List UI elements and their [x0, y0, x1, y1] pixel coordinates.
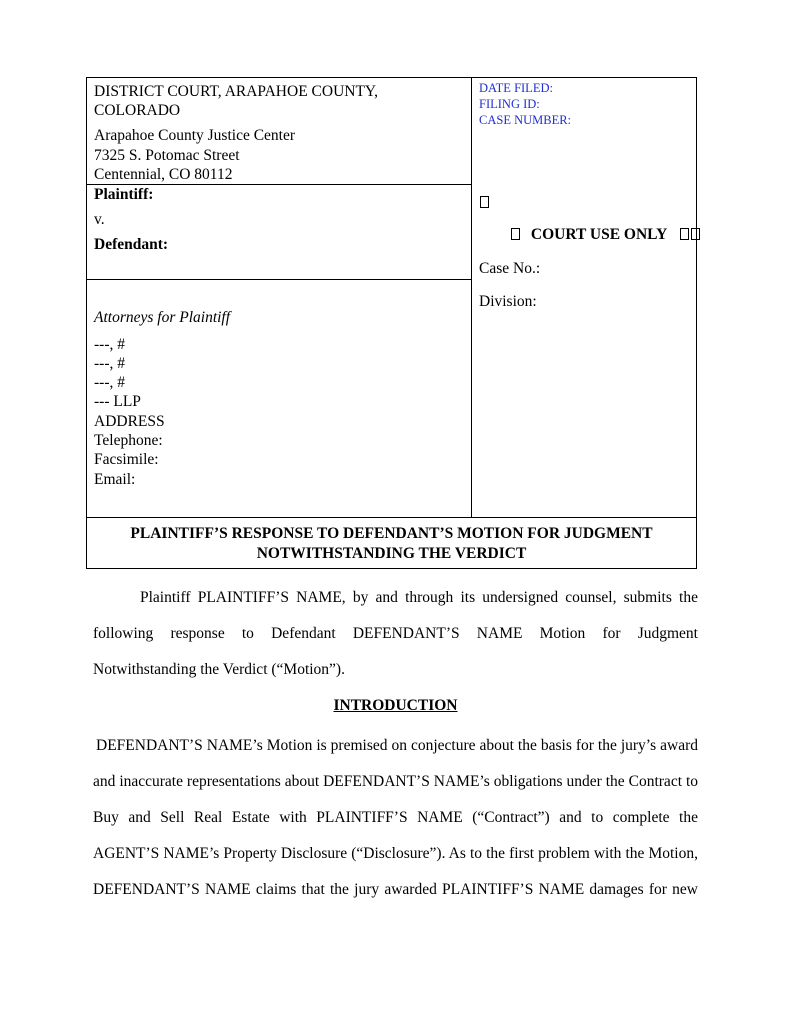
checkbox-glyph-icon — [511, 228, 520, 240]
case-caption-box — [86, 77, 697, 569]
division-label: Division: — [479, 293, 537, 310]
attorneys-label: Attorneys for Plaintiff — [94, 309, 231, 326]
intro-paragraph-line: Notwithstanding the Verdict (“Motion”). — [93, 661, 345, 678]
court-use-only-row — [510, 225, 701, 245]
court-use-only-label: COURT USE ONLY — [530, 226, 667, 243]
document-title — [87, 524, 696, 563]
plaintiff-label: Plaintiff: — [94, 186, 154, 203]
date-filed-label: DATE FILED: — [479, 81, 553, 95]
caption-divider-title — [87, 517, 696, 518]
attorney-address-line: ADDRESS — [94, 413, 165, 430]
document-title-line1: PLAINTIFF’S RESPONSE TO DEFENDANT’S MOTION FOR JUDGMENT — [130, 525, 653, 542]
case-no-label: Case No.: — [479, 260, 541, 277]
caption-vertical-divider — [471, 78, 472, 517]
section-paragraph-line: AGENT’S NAME’s Property Disclosure (“Disclosure”). As to the first problem with the Motion, — [93, 845, 698, 862]
caption-divider-attorneys — [87, 279, 471, 280]
defendant-label: Defendant: — [94, 236, 169, 253]
checkbox-glyph-icon — [479, 193, 490, 213]
court-address-line2: 7325 S. Potomac Street — [94, 147, 240, 164]
intro-paragraph-line: Plaintiff PLAINTIFF’S NAME, by and through its undersigned counsel, submits the — [140, 589, 698, 606]
court-name-line1: DISTRICT COURT, ARAPAHOE COUNTY, — [94, 83, 378, 100]
attorney-line: ---, # — [94, 374, 125, 391]
intro-paragraph-line: following response to Defendant DEFENDANT’S NAME Motion for Judgment — [93, 625, 698, 642]
attorney-firm-line: --- LLP — [94, 393, 141, 410]
section-paragraph-line: and inaccurate representations about DEFENDANT’S NAME’s obligations under the Contract to — [93, 773, 698, 790]
section-heading-introduction: INTRODUCTION — [333, 697, 458, 714]
case-number-label: CASE NUMBER: — [479, 113, 572, 127]
attorney-line: ---, # — [94, 355, 125, 372]
attorney-line: ---, # — [94, 336, 125, 353]
section-paragraph-line: Buy and Sell Real Estate with PLAINTIFF’S NAME (“Contract”) and to complete the — [93, 809, 698, 826]
attorney-facsimile-line: Facsimile: — [94, 451, 159, 468]
section-paragraph-line: DEFENDANT’S NAME claims that the jury awarded PLAINTIFF’S NAME damages for new — [93, 881, 698, 898]
document-title-line2: NOTWITHSTANDING THE VERDICT — [256, 544, 527, 562]
double-box-glyph-icon — [679, 226, 701, 243]
court-address-line1: Arapahoe County Justice Center — [94, 127, 296, 144]
versus-label: v. — [94, 211, 105, 228]
attorney-telephone-line: Telephone: — [94, 432, 163, 449]
filing-id-label: FILING ID: — [479, 97, 540, 111]
attorney-email-line: Email: — [94, 471, 136, 488]
section-paragraph-line: DEFENDANT’S NAME’s Motion is premised on conjecture about the basis for the jury’s award — [96, 737, 698, 754]
court-name-line2: COLORADO — [94, 102, 181, 119]
court-address-line3: Centennial, CO 80112 — [94, 166, 233, 183]
